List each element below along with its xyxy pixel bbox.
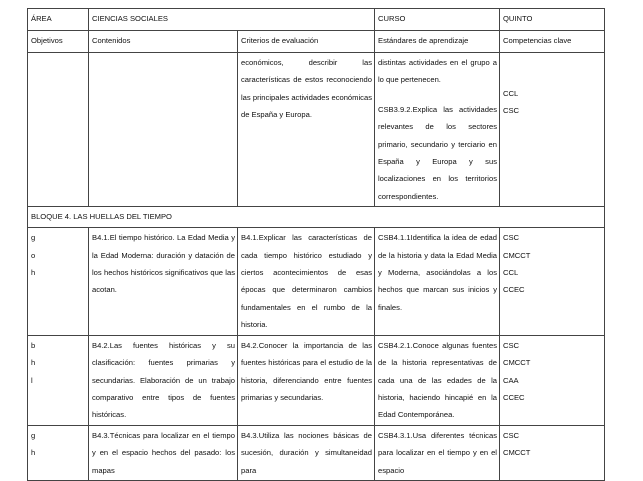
competencias-cell [500, 425, 605, 480]
estandares-cell: CSB4.3.1.Usa diferentes técnicas para localizar en el tiempo y en el espacio [375, 425, 500, 480]
header-row [28, 9, 605, 31]
estandar-prev-text: distintas actividades en el grupo a lo que pertenecen. [378, 58, 497, 85]
competencias-spacer [503, 54, 602, 85]
objetivo-item: l [31, 375, 33, 385]
curriculum-table [27, 8, 605, 481]
criterios-cell: B4.3.Utiliza las nociones básicas de sucesión, duración y simultaneidad para [238, 425, 375, 480]
col-estandares: Estándares de aprendizaje [375, 31, 500, 53]
competencias-cell [500, 228, 605, 335]
continued-row [28, 53, 605, 207]
objetivos-cell [28, 53, 89, 207]
estandares-cell: CSB4.2.1.Conoce algunas fuentes de la historia representativas de cada una de las edades de la historia, haciendo hincapié en la Edad Contemporánea. [375, 335, 500, 425]
competencia-item: CMCCT [503, 448, 531, 458]
area-value: CIENCIAS SOCIALES [89, 9, 375, 31]
block-row [28, 207, 605, 228]
area-label: ÁREA [28, 9, 89, 31]
objetivos-cell [28, 228, 89, 335]
table-row [28, 425, 605, 480]
competencia-item: CMCCT [503, 250, 531, 260]
col-objetivos: Objetivos [28, 31, 89, 53]
criterios-cell: económicos, describir las características de estos reconociendo las principales actividades económicas de España y Europa. [238, 53, 375, 207]
objetivo-item: h [31, 448, 36, 458]
criterios-cell: B4.2.Conocer la importancia de las fuentes históricas para el estudio de la historia, diferenciando entre fuentes primarias y secundarias. [238, 335, 375, 425]
column-header-row [28, 31, 605, 53]
competencia-item: CSC [503, 106, 520, 116]
estandares-cell [375, 53, 500, 207]
curso-value: QUINTO [500, 9, 605, 31]
competencia-item: CSC [503, 233, 520, 243]
block-title: BLOQUE 4. LAS HUELLAS DEL TIEMPO [28, 207, 605, 228]
objetivo-item: g [31, 233, 36, 243]
objetivo-item: o [31, 250, 36, 260]
competencia-item: CSC [503, 430, 520, 440]
criterios-cell: B4.1.Explicar las características de cada tiempo histórico estudiado y ciertos acontecimientos de esas épocas que determinaron cambios fundamentales en el rumbo de la historia. [238, 228, 375, 335]
objetivos-cell [28, 425, 89, 480]
objetivo-item: g [31, 430, 36, 440]
competencia-item: CMCCT [503, 358, 531, 368]
contenidos-cell: B4.3.Técnicas para localizar en el tiempo y en el espacio hechos del pasado: los mapas [89, 425, 238, 480]
objetivo-item: h [31, 358, 36, 368]
competencia-item: CAA [503, 375, 519, 385]
objetivo-item: b [31, 340, 36, 350]
contenidos-cell [89, 53, 238, 207]
competencia-item: CCEC [503, 392, 525, 402]
competencia-item: CCEC [503, 285, 525, 295]
objetivos-cell [28, 335, 89, 425]
contenidos-cell: B4.1.El tiempo histórico. La Edad Media y la Edad Moderna: duración y datación de los hechos históricos significativos que las acotan. [89, 228, 238, 335]
competencia-item: CSC [503, 340, 520, 350]
col-contenidos: Contenidos [89, 31, 238, 53]
col-criterios: Criterios de evaluación [238, 31, 375, 53]
competencias-cell [500, 53, 605, 207]
table-row [28, 228, 605, 335]
estandares-cell: CSB4.1.1Identifica la idea de edad de la historia y data la Edad Media y Moderna, asociándolas a los hechos que marcan sus inicios y finales. [375, 228, 500, 335]
competencia-item: CCL [503, 89, 519, 98]
competencia-item: CCL [503, 268, 519, 278]
competencias-cell [500, 335, 605, 425]
curso-label: CURSO [375, 9, 500, 31]
contenidos-cell: B4.2.Las fuentes históricas y su clasificación: fuentes primarias y secundarias. Elaboración de un trabajo comparativo entre tipos de fuentes históricas. [89, 335, 238, 425]
estandar-text: CSB3.9.2.Explica las actividades relevantes de los sectores primario, secundario y terciario en España y Europa y sus localizaciones en los territorios correspondientes. [378, 104, 497, 201]
table-row [28, 335, 605, 425]
objetivo-item: h [31, 268, 36, 278]
col-competencias: Competencias clave [500, 31, 605, 53]
